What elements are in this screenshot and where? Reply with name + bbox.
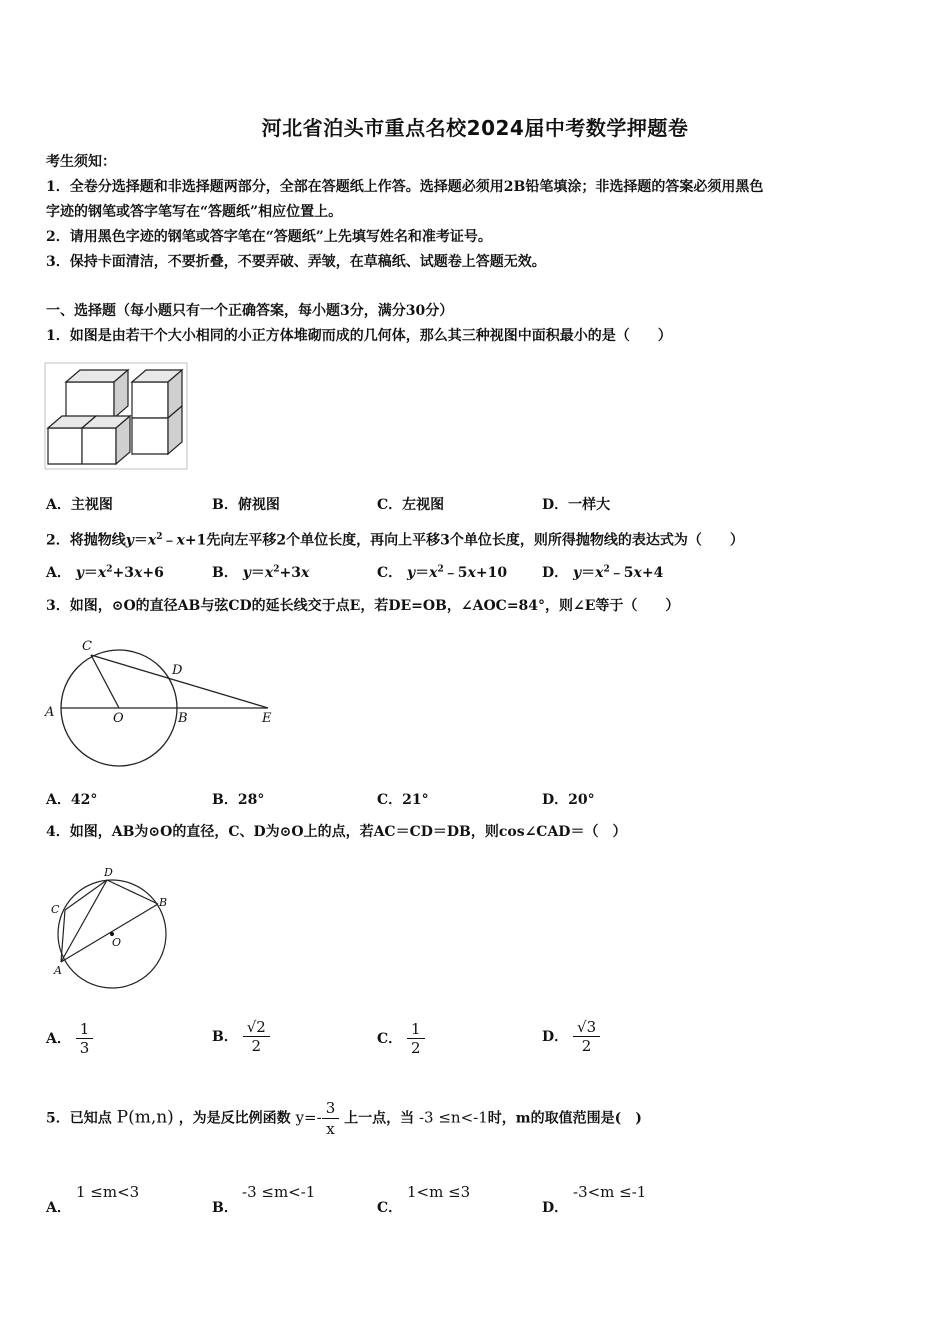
q3-option-d: D．20°	[542, 792, 595, 808]
q5-function-prefix: y=-	[295, 1108, 322, 1127]
q4-c-denominator: 2	[411, 1039, 421, 1057]
q2-stem-part-a: 2．将抛物线	[46, 532, 126, 549]
q4-a-denominator: 3	[79, 1039, 90, 1057]
q5-option-b-label: B．	[212, 1200, 238, 1216]
q2-option-b: B． $y=x^2+3x$	[212, 564, 310, 581]
q4-label-b: B	[159, 896, 168, 909]
q5-stem	[46, 1098, 642, 1139]
q1-stem: 1．如图是由若干个大小相同的小正方体堆砌而成的几何体，那么其三种视图中面积最小的是（ ）	[46, 328, 672, 344]
q1-option-b: B．俯视图	[212, 497, 280, 513]
q4-option-d: D． $\frac{√3}{2}$	[542, 1018, 600, 1055]
q5-option-c: 1<m ≤3	[407, 1183, 471, 1201]
q3-line-co	[91, 655, 119, 708]
q4-line-ac	[61, 910, 65, 962]
notice-heading: 考生须知：	[46, 154, 116, 170]
q5-function-numerator: 3	[322, 1098, 340, 1119]
notice-line-1b: 字迹的钢笔或答字笔写在“答题纸”相应位置上。	[46, 204, 343, 220]
q3-label-b: B	[178, 711, 188, 726]
q3-label-d: D	[172, 663, 183, 678]
notice-line-1a: 1．全卷分选择题和非选择题两部分，全部在答题纸上作答。选择题必须用2B铅笔填涂；非选择题的答案必须用黑色	[46, 179, 764, 195]
notice-line-3: 3．保持卡面清洁，不要折叠，不要弄破、弄皱，在草稿纸、试题卷上答题无效。	[46, 254, 546, 270]
q5-stem-part-b: ，为是反比例函数	[178, 1110, 291, 1127]
q4-stem: 4．如图，AB为⊙O的直径，C、D为⊙O上的点，若AC＝CD＝DB，则cos∠CAD＝（ ）	[46, 824, 627, 840]
q3-stem: 3．如图，⊙O的直径AB与弦CD的延长线交于点E，若DE=OB，∠AOC=84°，则∠E等于（ ）	[46, 598, 680, 614]
q3-label-o: O	[113, 711, 124, 726]
q4-label-d: D	[104, 866, 113, 879]
cube-top-left-front	[66, 382, 114, 418]
q1-option-d: D．一样大	[542, 497, 611, 513]
q1-option-c: C．左视图	[377, 497, 445, 513]
q5-option-c-label: C．	[377, 1200, 403, 1216]
q2-stem-part-b: 先向左平移2个单位长度，再向上平移3个单位长度，则所得抛物线的表达式为（ ）	[206, 532, 744, 549]
q4-line-ad	[61, 880, 107, 962]
q4-circle-figure	[46, 862, 176, 992]
q3-option-b: B．28°	[212, 792, 265, 808]
q2-option-a: A． $y=x^2+3x+6$	[46, 564, 164, 581]
cube-bottom-2	[82, 428, 116, 464]
q3-circle-figure	[40, 632, 280, 772]
q3-option-c: C．21°	[377, 792, 429, 808]
q4-line-ab	[61, 904, 158, 962]
q4-a-numerator: 1	[76, 1020, 94, 1039]
q5-stem-part-a: 5．已知点	[46, 1110, 112, 1127]
q5-condition: -3 ≤n<-1	[418, 1108, 488, 1127]
q1-cube-figure	[44, 362, 188, 470]
q2-stem: 2．将抛物线$y=x^2﹣x+1$先向左平移2个单位长度，再向上平移3个单位长度，则所得抛物线的表达式为（ ）	[46, 532, 744, 549]
q4-label-a: A	[54, 964, 62, 977]
q4-d-numerator: √3	[573, 1018, 600, 1037]
cube-top-right-front	[132, 382, 168, 418]
cube-bottom-right	[132, 418, 168, 454]
notice-line-2: 2．请用黑色字迹的钢笔或答字笔在“答题纸”上先填写姓名和准考证号。	[46, 229, 492, 245]
q5-function-denominator: x	[326, 1120, 335, 1138]
q5-option-b: -3 ≤m<-1	[242, 1183, 316, 1201]
q4-label-c: C	[51, 903, 60, 916]
q4-line-cd	[65, 880, 107, 910]
q4-b-numerator: √2	[243, 1018, 270, 1037]
q4-d-denominator: 2	[581, 1037, 592, 1055]
q5-option-a: 1 ≤m<3	[76, 1183, 140, 1201]
q3-label-a: A	[45, 705, 55, 720]
q5-option-d-label: D．	[542, 1200, 569, 1216]
q4-option-b: B． $\frac{√2}{2}$	[212, 1018, 270, 1055]
q5-stem-part-c: 上一点，当	[344, 1110, 415, 1127]
q3-label-e: E	[262, 711, 272, 726]
q2-option-d: D． $y=x^2﹣5x+4$	[542, 564, 664, 581]
q4-b-denominator: 2	[251, 1037, 262, 1055]
q5-option-d: -3<m ≤-1	[573, 1183, 647, 1201]
cube-bottom-1	[48, 428, 82, 464]
q4-option-a: A． $\frac{1}{3}$	[46, 1020, 93, 1057]
q4-c-numerator: 1	[407, 1020, 425, 1039]
q3-option-a: A．42°	[46, 792, 98, 808]
q5-option-a-label: A．	[46, 1200, 71, 1216]
q4-option-c: C． $\frac{1}{2}$	[377, 1020, 425, 1057]
q1-option-a: A．主视图	[46, 497, 113, 513]
q2-option-c: C． $y=x^2﹣5x+10$	[377, 564, 508, 581]
q5-point: P(m,n)	[116, 1107, 174, 1128]
q4-label-o: O	[112, 936, 122, 949]
page-title: 河北省泊头市重点名校2024届中考数学押题卷	[261, 116, 689, 140]
q3-label-c: C	[82, 639, 92, 654]
section-heading: 一、选择题（每小题只有一个正确答案，每小题3分，满分30分）	[46, 303, 454, 319]
q5-stem-part-d: 时，m的取值范围是( )	[487, 1110, 642, 1127]
